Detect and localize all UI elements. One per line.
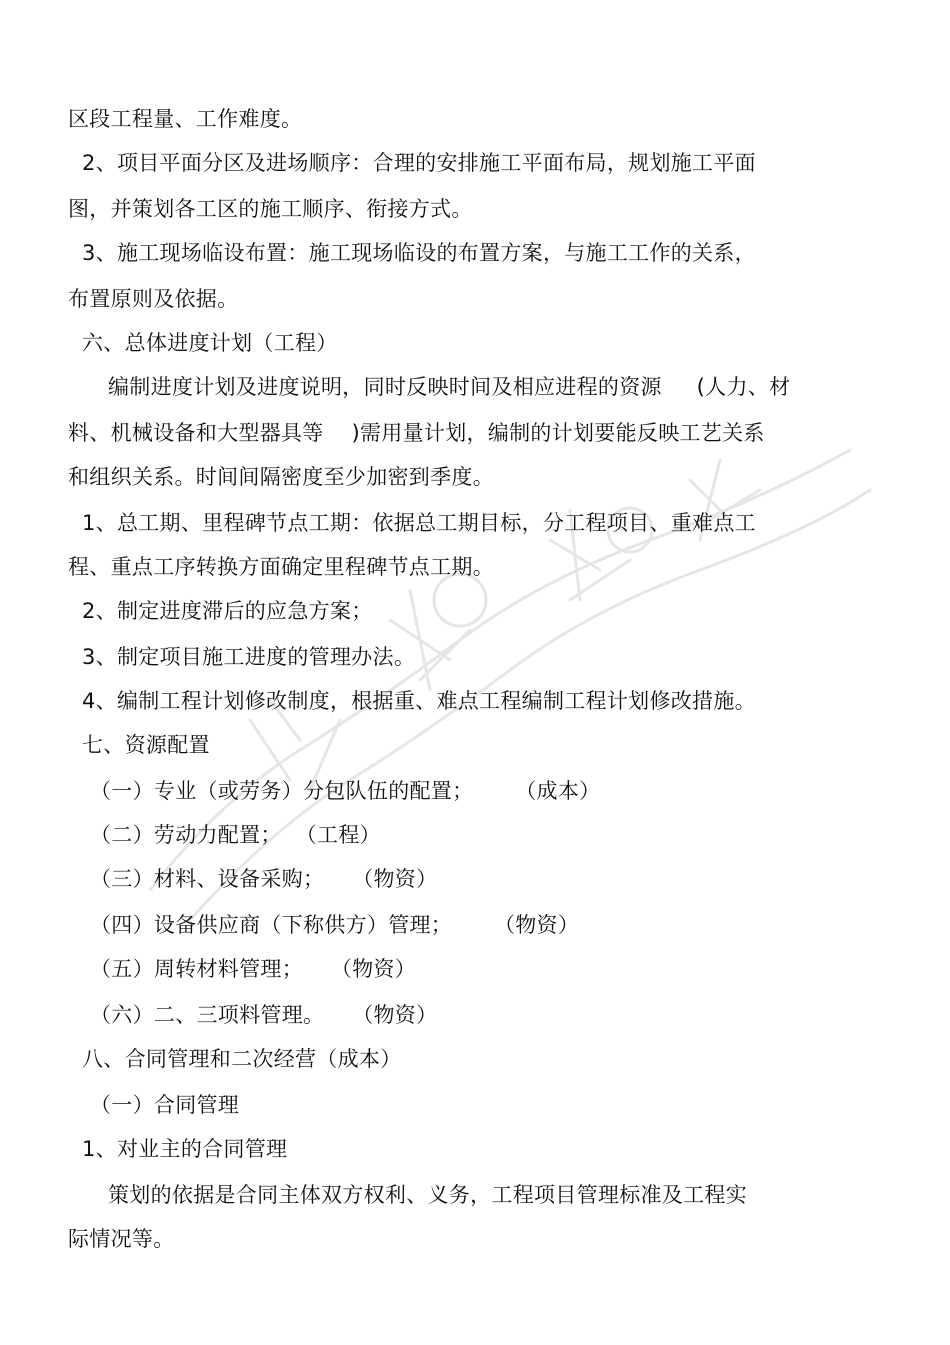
list-item-resource-1: （一）专业（或劳务）分包队伍的配置； （成本）	[90, 779, 601, 803]
text-line-12: 2、制定进度滞后的应急方案；	[82, 599, 373, 623]
watermark-stamp	[130, 420, 890, 940]
text-line-7: 编制进度计划及进度说明，同时反映时间及相应进程的资源 (人力、材	[108, 375, 791, 399]
list-item-resource-5: （五）周转材料管理； （物资）	[90, 957, 417, 981]
text-line-9: 和组织关系。时间间隔密度至少加密到季度。	[68, 465, 494, 489]
subsection-heading: （一）合同管理	[90, 1093, 240, 1117]
section-heading-7: 七、资源配置	[82, 733, 210, 757]
text-line-11: 程、重点工序转换方面确定里程碑节点工期。	[68, 555, 494, 579]
text-line-2: 2、项目平面分区及进场顺序：合理的安排施工平面布局，规划施工平面	[82, 151, 756, 175]
text-line-3: 图，并策划各工区的施工顺序、衔接方式。	[68, 197, 473, 221]
text-line-1: 区段工程量、工作难度。	[68, 107, 303, 131]
list-item-resource-6: （六）二、三项料管理。 （物资）	[90, 1003, 438, 1027]
section-heading-8: 八、合同管理和二次经营（成本）	[82, 1047, 402, 1071]
text-line-10: 1、总工期、里程碑节点工期：依据总工期目标，分工程项目、重难点工	[82, 511, 756, 535]
list-item-resource-3: （三）材料、设备采购； （物资）	[90, 867, 438, 891]
list-item-resource-4: （四）设备供应商（下称供方）管理； （物资）	[90, 913, 580, 937]
text-line-13: 3、制定项目施工进度的管理办法。	[82, 645, 416, 669]
text-line-5: 布置原则及依据。	[68, 287, 239, 311]
text-line-24: 1、对业主的合同管理	[82, 1137, 288, 1161]
text-line-25: 策划的依据是合同主体双方权利、义务，工程项目管理标准及工程实	[108, 1183, 747, 1207]
text-line-14: 4、编制工程计划修改制度，根据重、难点工程编制工程计划修改措施。	[82, 689, 756, 713]
text-line-8: 料、机械设备和大型器具等 )需用量计划，编制的计划要能反映工艺关系	[68, 421, 765, 445]
text-line-26: 际情况等。	[68, 1227, 175, 1251]
list-item-resource-2: （二）劳动力配置； （工程）	[90, 823, 381, 847]
section-heading-6: 六、总体进度计划（工程）	[82, 331, 338, 355]
text-line-4: 3、施工现场临设布置：施工现场临设的布置方案，与施工工作的关系，	[82, 241, 756, 265]
